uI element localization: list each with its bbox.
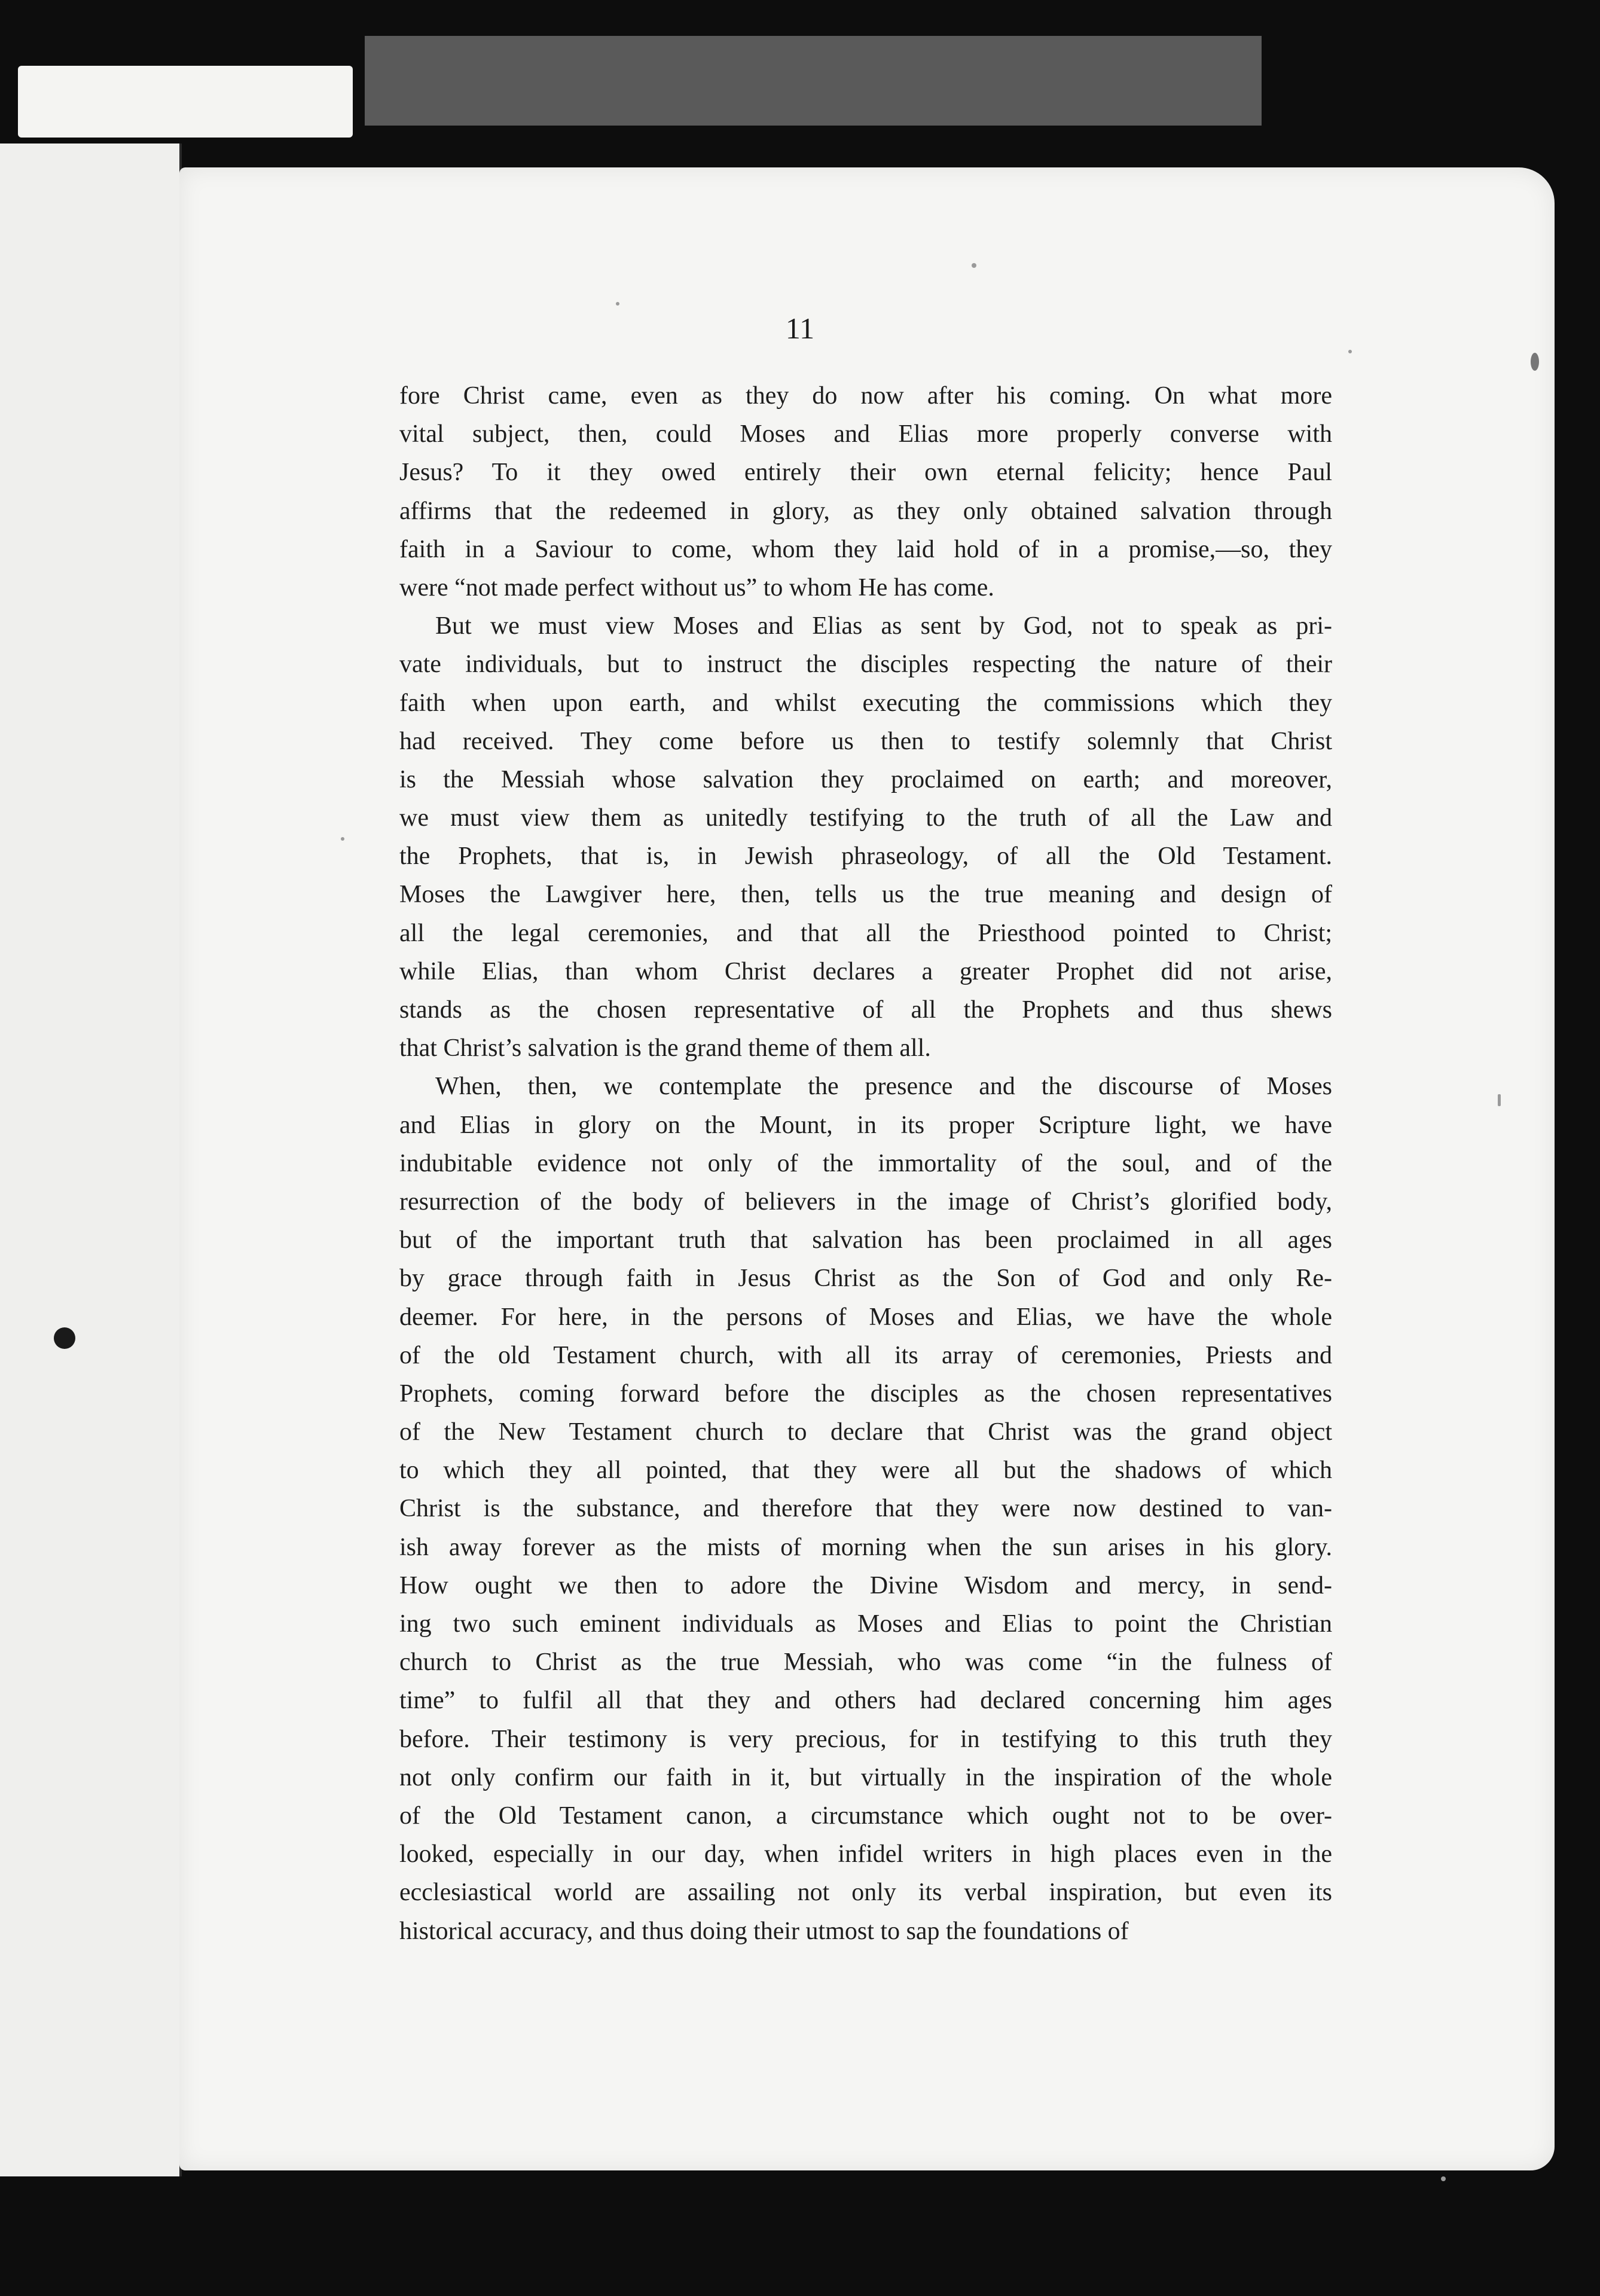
text-line: stands as the chosen representative of all the Prophets and thus shews bbox=[399, 996, 1332, 1024]
text-line: Christ is the substance, and therefore that they were now destined to van- bbox=[399, 1495, 1332, 1523]
text-line: we must view them as unitedly testifying to the truth of all the Law and bbox=[399, 804, 1332, 832]
text-line: of the New Testament church to declare that Christ was the grand object bbox=[399, 1418, 1332, 1446]
text-line: deemer. For here, in the persons of Moses and Elias, we have the whole bbox=[399, 1303, 1332, 1331]
dust-speck bbox=[1531, 353, 1539, 371]
dust-speck bbox=[616, 302, 619, 306]
text-line: to which they all pointed, that they were all but the shadows of which bbox=[399, 1457, 1332, 1485]
text-line: of the Old Testament canon, a circumstance which ought not to be over- bbox=[399, 1802, 1332, 1830]
dust-speck bbox=[1348, 350, 1352, 353]
dust-speck bbox=[341, 837, 344, 841]
text-line: were “not made perfect without us” to whom He has come. bbox=[399, 573, 994, 602]
dust-speck bbox=[972, 263, 976, 268]
text-line: Jesus? To it they owed entirely their own eternal felicity; hence Paul bbox=[399, 459, 1332, 487]
text-line: time” to fulfil all that they and others had declared concerning him ages bbox=[399, 1687, 1332, 1715]
adjacent-page-edge bbox=[18, 66, 353, 138]
text-line: faith when upon earth, and whilst executing the commissions which they bbox=[399, 689, 1332, 717]
text-line: faith in a Saviour to come, whom they laid hold of in a promise,—so, they bbox=[399, 535, 1332, 563]
text-line: When, then, we contemplate the presence and the discourse of Moses bbox=[435, 1073, 1332, 1101]
text-line: But we must view Moses and Elias as sent by God, not to speak as pri- bbox=[435, 612, 1332, 640]
text-line: church to Christ as the true Messiah, who was come “in the fulness of bbox=[399, 1648, 1332, 1677]
text-line: affirms that the redeemed in glory, as they only obtained salvation through bbox=[399, 497, 1332, 525]
text-line: while Elias, than whom Christ declares a greater Prophet did not arise, bbox=[399, 957, 1332, 985]
text-line: ecclesiastical world are assailing not only its verbal inspiration, but even its bbox=[399, 1879, 1332, 1907]
paragraph bbox=[399, 377, 1332, 607]
text-line: all the legal ceremonies, and that all the Priesthood pointed to Christ; bbox=[399, 919, 1332, 947]
scanner-top-strip bbox=[365, 36, 1262, 126]
text-line: resurrection of the body of believers in the image of Christ’s glorified body, bbox=[399, 1187, 1332, 1216]
paragraph bbox=[399, 607, 1332, 1067]
book-spine-page bbox=[0, 144, 182, 2176]
text-line: fore Christ came, even as they do now after his coming. On what more bbox=[399, 382, 1332, 410]
text-line: Prophets, coming forward before the disciples as the chosen representatives bbox=[399, 1379, 1332, 1407]
text-line: ish away forever as the mists of morning when the sun arises in his glory. bbox=[399, 1533, 1332, 1561]
text-line: and Elias in glory on the Mount, in its proper Scripture light, we have bbox=[399, 1111, 1332, 1139]
text-line: is the Messiah whose salvation they proclaimed on earth; and moreover, bbox=[399, 765, 1332, 793]
text-line: of the old Testament church, with all its array of ceremonies, Priests and bbox=[399, 1341, 1332, 1369]
paragraph bbox=[399, 1067, 1332, 1950]
page-number: 11 bbox=[785, 312, 815, 345]
dust-speck bbox=[1441, 2176, 1446, 2181]
text-line: How ought we then to adore the Divine Wisdom and mercy, in send- bbox=[399, 1571, 1332, 1599]
text-line: the Prophets, that is, in Jewish phraseology, of all the Old Testament. bbox=[399, 842, 1332, 871]
text-line: vital subject, then, could Moses and Elias more properly converse with bbox=[399, 420, 1332, 448]
text-line: Moses the Lawgiver here, then, tells us the true meaning and design of bbox=[399, 881, 1332, 909]
dust-speck bbox=[54, 1327, 75, 1349]
text-line: by grace through faith in Jesus Christ as the Son of God and only Re- bbox=[399, 1265, 1332, 1293]
text-line: had received. They come before us then to testify solemnly that Christ bbox=[399, 727, 1332, 755]
text-line: historical accuracy, and thus doing their utmost to sap the foundations of bbox=[399, 1917, 1129, 1945]
text-line: indubitable evidence not only of the immortality of the soul, and of the bbox=[399, 1149, 1332, 1177]
text-line: that Christ’s salvation is the grand theme of them all. bbox=[399, 1034, 931, 1062]
text-line: looked, especially in our day, when infidel writers in high places even in the bbox=[399, 1840, 1332, 1868]
text-line: not only confirm our faith in it, but virtually in the inspiration of the whole bbox=[399, 1763, 1332, 1791]
text-line: vate individuals, but to instruct the disciples respecting the nature of their bbox=[399, 651, 1332, 679]
text-line: but of the important truth that salvation has been proclaimed in all ages bbox=[399, 1226, 1332, 1254]
text-line: before. Their testimony is very precious, for in testifying to this truth they bbox=[399, 1725, 1332, 1753]
dust-speck bbox=[1498, 1094, 1501, 1106]
page-body-text bbox=[399, 377, 1332, 1950]
text-line: ing two such eminent individuals as Moses and Elias to point the Christian bbox=[399, 1610, 1332, 1638]
